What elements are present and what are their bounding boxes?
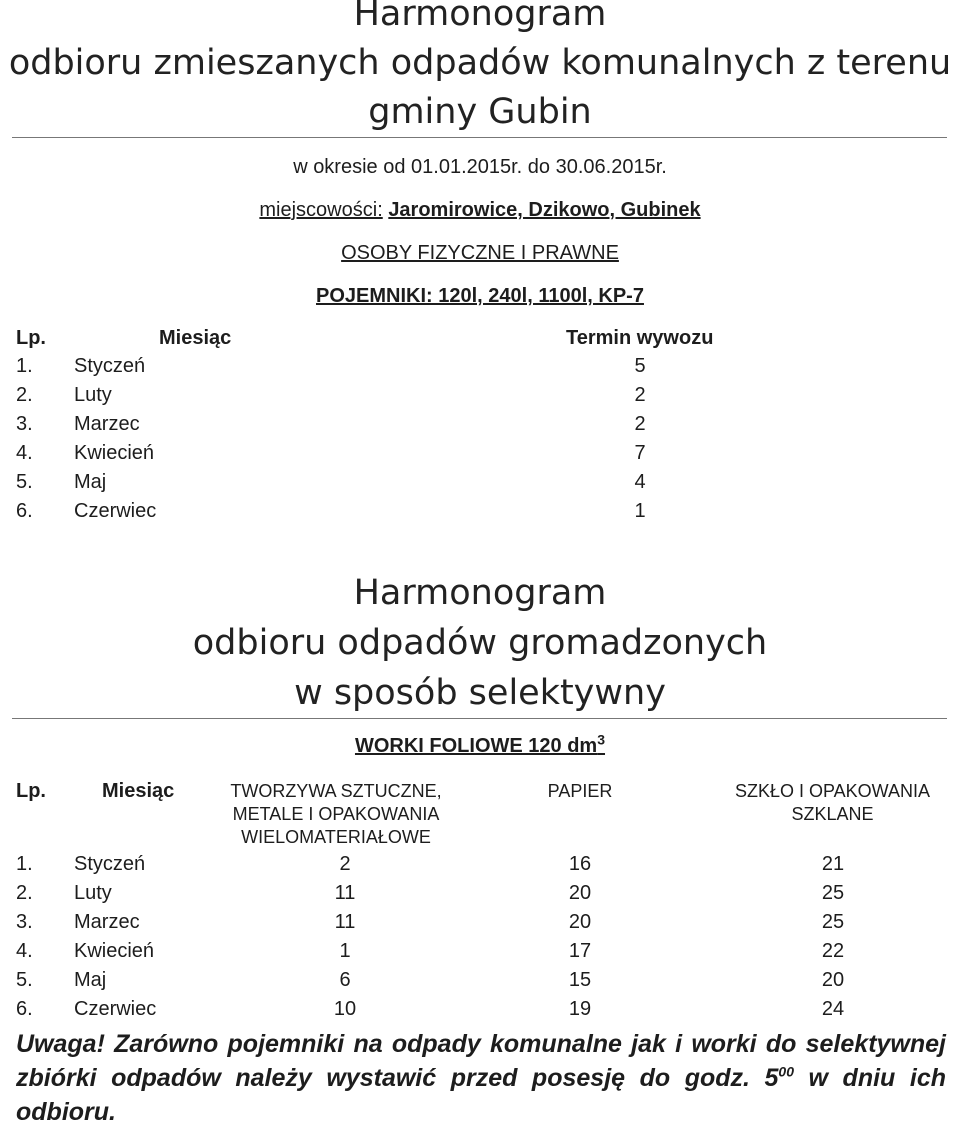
- locations-value: Jaromirowice, Dzikowo, Gubinek: [388, 199, 701, 221]
- containers-heading: POJEMNIKI: 120l, 240l, 1100l, KP-7: [316, 285, 644, 307]
- row-lp: 5.: [16, 471, 33, 493]
- row-paper: 20: [568, 911, 592, 933]
- row-date: 7: [634, 442, 646, 464]
- table2-header-plastic: TWORZYWA SZTUCZNE, METALE I OPAKOWANIA WIELOMATERIAŁOWE: [230, 781, 442, 847]
- row-month: Czerwiec: [74, 500, 157, 522]
- row-plastic: 10: [333, 998, 357, 1020]
- row-plastic: 2: [339, 853, 351, 875]
- row-lp: 5.: [16, 969, 33, 991]
- row-paper: 19: [568, 998, 592, 1020]
- schedule-title: Harmonogram: [353, 0, 607, 34]
- bags-heading: WORKI FOLIOWE 120 $dm^3$: [354, 731, 606, 757]
- row-plastic: 11: [334, 882, 356, 904]
- row-month: Czerwiec: [74, 998, 157, 1020]
- locations-label: miejscowości:: [259, 199, 383, 221]
- row-glass: 24: [821, 998, 845, 1020]
- row-lp: 1.: [16, 853, 33, 875]
- row-lp: 4.: [16, 940, 33, 962]
- row-glass: 25: [821, 882, 845, 904]
- row-date: 4: [634, 471, 646, 493]
- row-plastic: 11: [334, 911, 356, 933]
- row-lp: 6.: [16, 998, 33, 1020]
- row-month: Marzec: [74, 413, 140, 435]
- row-month: Luty: [74, 882, 112, 904]
- row-lp: 2.: [16, 882, 33, 904]
- row-month: Kwiecień: [74, 442, 155, 464]
- row-plastic: 6: [339, 969, 351, 991]
- row-month: Kwiecień: [74, 940, 155, 962]
- selective-subtitle: odbioru odpadów gromadzonych: [192, 623, 768, 663]
- persons-heading: OSOBY FIZYCZNE I PRAWNE: [341, 242, 619, 264]
- row-paper: 17: [568, 940, 592, 962]
- row-month: Maj: [74, 471, 107, 493]
- row-glass: 20: [821, 969, 845, 991]
- row-lp: 2.: [16, 384, 33, 406]
- table1-header-lp: Lp.: [16, 327, 46, 349]
- row-date: 2: [634, 413, 646, 435]
- row-lp: 1.: [16, 355, 33, 377]
- row-paper: 16: [568, 853, 592, 875]
- period-text: w okresie od 01.01.2015r. do 30.06.2015r.: [293, 156, 667, 178]
- row-month: Luty: [74, 384, 112, 406]
- row-paper: 20: [568, 882, 592, 904]
- divider: [12, 718, 947, 719]
- row-month: Marzec: [74, 911, 140, 933]
- selective-subtitle-method: w sposób selektywny: [294, 673, 666, 713]
- row-lp: 3.: [16, 413, 33, 435]
- row-paper: 15: [568, 969, 592, 991]
- table2-header-glass: SZKŁO I OPAKOWANIA SZKLANE: [734, 781, 931, 824]
- table2-header-paper: PAPIER: [547, 781, 613, 801]
- table1-header-month: Miesiąc: [159, 327, 232, 349]
- row-date: 1: [634, 500, 646, 522]
- table1-header-date: Termin wywozu: [566, 327, 714, 349]
- row-glass: 21: [821, 853, 845, 875]
- row-month: Styczeń: [74, 355, 146, 377]
- row-lp: 6.: [16, 500, 33, 522]
- row-lp: 3.: [16, 911, 33, 933]
- row-month: Maj: [74, 969, 107, 991]
- row-glass: 25: [821, 911, 845, 933]
- row-glass: 22: [821, 940, 845, 962]
- divider: [12, 137, 947, 138]
- table2-header-month: Miesiąc: [102, 780, 175, 802]
- schedule-subtitle: odbioru zmieszanych odpadów komunalnych z terenu: [8, 43, 952, 83]
- note-text: Uwaga! Zarówno pojemniki na odpady komunalne jak i worki do selektywnej zbiórki odpadów należy wystawić przed posesję do godz. $5^{00}$ w dniu ich odbioru.: [16, 1030, 946, 1126]
- schedule-subtitle-municipality: gminy Gubin: [368, 92, 592, 132]
- row-date: 2: [634, 384, 646, 406]
- table2-header-lp: Lp.: [16, 780, 46, 802]
- row-date: 5: [634, 355, 646, 377]
- row-lp: 4.: [16, 442, 33, 464]
- selective-title: Harmonogram: [353, 573, 607, 613]
- row-plastic: 1: [339, 940, 351, 962]
- locations-line: [0, 199, 960, 222]
- row-month: Styczeń: [74, 853, 146, 875]
